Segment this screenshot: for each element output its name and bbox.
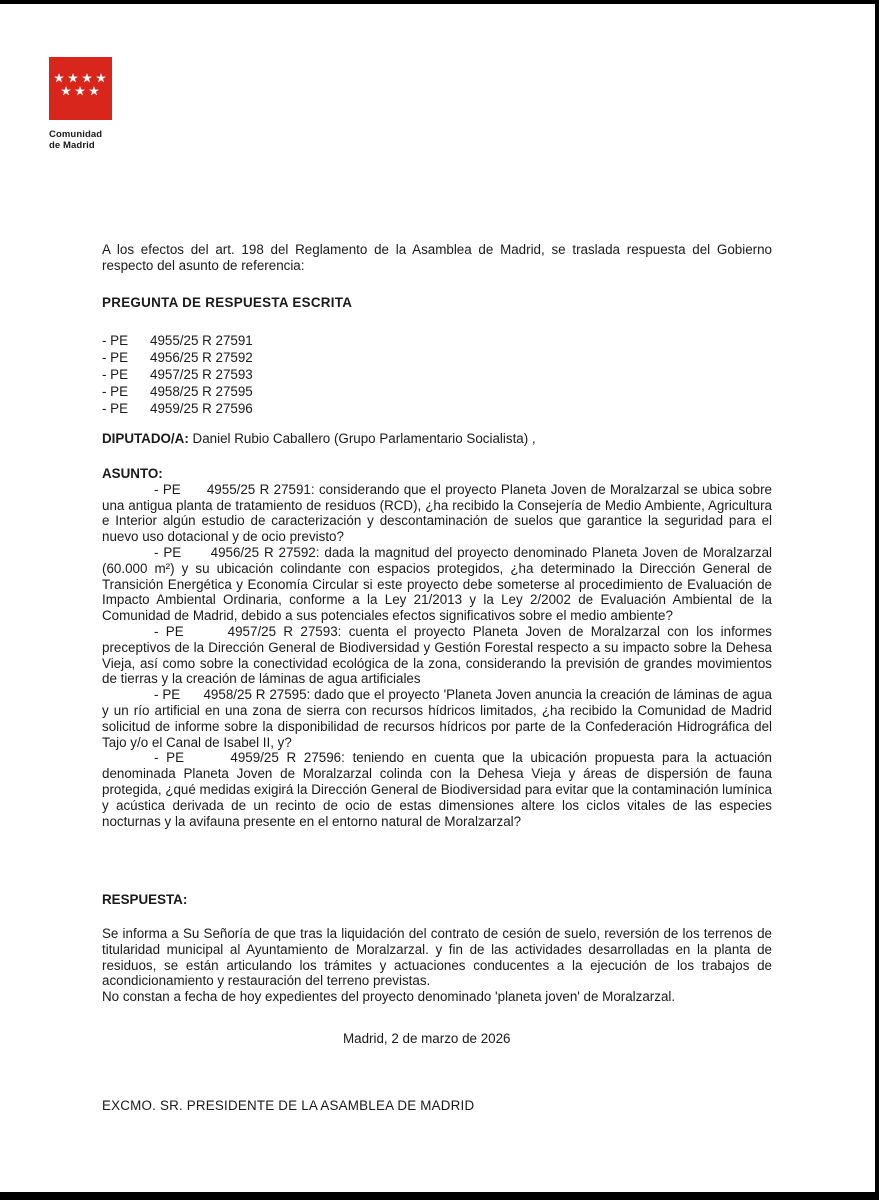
asunto-label: ASUNTO: (102, 466, 163, 481)
asunto-item: - PE 4957/25 R 27593: cuenta el proyecto Planeta Joven de Moralzarzal con los informes preceptivos de la Dirección General de Biodiversidad y Gestión Forestal respecto a su impacto sobre la Dehesa Vieja, así como sobre la conectividad ecológica de la zona, considerando la previsión de grandes movimientos de tierras y la creación de láminas de agua artificiales (102, 623, 776, 687)
respuesta-paragraph-2: No constan a fecha de hoy expedientes del proyecto denominado 'planeta joven' de Moralzarzal. (102, 989, 676, 1005)
respuesta-label: RESPUESTA: (102, 892, 188, 907)
asunto-section (102, 466, 776, 829)
logo-line-1: Comunidad (49, 129, 103, 140)
asunto-item: - PE 4959/25 R 27596: teniendo en cuenta que la ubicación propuesta para la actuación denominada Planeta Joven de Moralzarzal colinda con la Dehesa Vieja y áreas de dispersión de fauna protegida, ¿qué medidas exigirá la Dirección General de Biodiversidad para evitar que la contaminación lumínica y acústica derivada de un recinto de ocio de estas dimensiones altere los ciclos vitales de las especies nocturnas y la avifauna presente en el entorno natural de Moralzarzal? (102, 750, 776, 829)
document-page (0, 4, 875, 1192)
seven-stars-icon (49, 57, 112, 120)
deputy-line (102, 431, 772, 447)
question-heading: PREGUNTA DE RESPUESTA ESCRITA (102, 295, 353, 310)
addressee: EXCMO. SR. PRESIDENTE DE LA ASAMBLEA DE MADRID (102, 1098, 475, 1113)
list-item: - PE 4955/25 R 27591 (102, 333, 253, 348)
list-item: - PE 4957/25 R 27593 (102, 367, 253, 382)
comunidad-madrid-logo (49, 57, 115, 151)
logo-line-2: de Madrid (49, 140, 95, 151)
asunto-item: - PE 4956/25 R 27592: dada la magnitud del proyecto denominado Planeta Joven de Moralzarzal (60.000 m²) y su ubicación colindante con espacios protegidos, ¿ha determinado la Dirección General de Transición Energética y Economía Circular si este proyecto debe someterse al procedimiento de Evaluación de Impacto Ambiental Ordinaria, conforme a la Ley 21/2013 y la Ley 2/2002 de Evaluación Ambiental de la Comunidad de Madrid, debido a sus potenciales efectos significativos sobre el medio ambiente? (102, 544, 776, 624)
list-item: - PE 4958/25 R 27595 (102, 384, 253, 399)
respuesta-paragraph-1: Se informa a Su Señoría de que tras la liquidación del contrato de cesión de suelo, reversión de los terrenos de titularidad municipal al Ayuntamiento de Moralzarzal. y fin de las actividades desarrolladas en la planta de residuos, se están articulando los trámites y actuaciones conducentes a la ejecución de los trabajos de acondicionamiento y restauración del terreno previstas. (102, 926, 772, 989)
pe-list (102, 332, 253, 417)
intro-paragraph: A los efectos del art. 198 del Reglamento de la Asamblea de Madrid, se traslada respuesta del Gobierno respecto del asunto de referencia: (102, 242, 772, 273)
respuesta-section (102, 926, 772, 1005)
list-item: - PE 4956/25 R 27592 (102, 350, 253, 365)
asunto-item: - PE 4958/25 R 27595: dado que el proyecto 'Planeta Joven anuncia la creación de láminas de agua y un río artificial en una zona de sierra con recursos hídricos limitados, ¿ha recibido la Comunidad de Madrid solicitud de informe sobre la disponibilidad de recursos hídricos por parte de la Confederación Hidrográfica del Tajo y/o el Canal de Isabel II, y? (102, 687, 776, 750)
date-line: Madrid, 2 de marzo de 2026 (343, 1031, 511, 1046)
deputy-label: DIPUTADO/A: (102, 431, 189, 446)
deputy-value: Daniel Rubio Caballero (Grupo Parlamentario Socialista) , (192, 431, 536, 446)
asunto-item: - PE 4955/25 R 27591: considerando que el proyecto Planeta Joven de Moralzarzal se ubica sobre una antigua planta de tratamiento de residuos (RCD), ¿ha recibido la Consejería de Medio Ambiente, Agricultura e Interior algún estudio de caracterización y descontaminación de suelos que garantice la seguridad para el nuevo uso dotacional y de ocio previsto? (102, 481, 776, 545)
list-item: - PE 4959/25 R 27596 (102, 401, 253, 416)
